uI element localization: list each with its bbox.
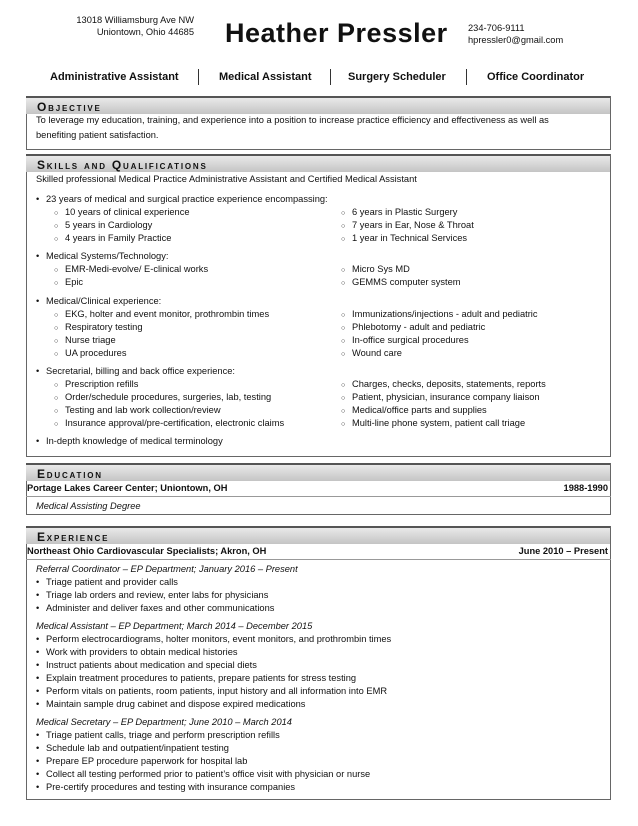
email-address: hpressler0@gmail.com: [468, 35, 564, 45]
title-surgery-scheduler: Surgery Scheduler: [348, 71, 446, 83]
role-bullet: • Collect all testing performed prior to patient’s office visit with physician or nurse: [36, 769, 371, 779]
education-heading-bar: [26, 463, 610, 481]
role-bullet: • Prepare EP procedure paperwork for hospital lab: [36, 756, 248, 766]
experience-heading: Experience: [37, 530, 110, 544]
title-divider: [198, 69, 199, 85]
experience-heading-bar: [26, 526, 610, 544]
role-bullet: • Maintain sample drug cabinet and dispose expired medications: [36, 699, 306, 709]
title-office-coordinator: Office Coordinator: [487, 71, 585, 83]
skill-item: ○ 5 years in Cardiology: [54, 220, 153, 230]
skill-item: ○ Respiratory testing: [54, 322, 143, 332]
role-title: Referral Coordinator – EP Department; January 2016 – Present: [36, 564, 298, 574]
education-degree: Medical Assisting Degree: [36, 501, 141, 511]
role-bullet: • Explain treatment procedures to patients, prepare patients for stress testing: [36, 673, 357, 683]
skill-item: ○ Multi-line phone system, patient call triage: [341, 418, 526, 428]
address-line-2: Uniontown, Ohio 44685: [96, 27, 194, 37]
divider: [26, 559, 611, 560]
skill-group-title: • Medical/Clinical experience:: [36, 296, 162, 306]
skill-group-title: • Medical Systems/Technology:: [36, 251, 169, 261]
address-line-1: 13018 Williamsburg Ave NW: [76, 15, 194, 25]
education-years: 1988-1990: [563, 483, 608, 493]
skill-item: ○ GEMMS computer system: [341, 277, 461, 287]
skill-item: ○ 10 years of clinical experience: [54, 207, 190, 217]
role-bullet: • Perform vitals on patients, room patients, input history and all information into EMR: [36, 686, 388, 696]
skill-item: ○ Prescription refills: [54, 379, 139, 389]
experience-employer: Northeast Ohio Cardiovascular Specialists; Akron, OH: [27, 546, 267, 556]
role-bullet: • Triage patient and provider calls: [36, 577, 178, 587]
skill-item: ○ EKG, holter and event monitor, prothrombin times: [54, 309, 270, 319]
candidate-name: Heather Pressler: [225, 18, 448, 48]
skill-item: ○ 4 years in Family Practice: [54, 233, 172, 243]
skill-item: ○ Patient, physician, insurance company liaison: [341, 392, 540, 402]
skill-group-title: • In-depth knowledge of medical terminology: [36, 436, 223, 446]
skill-item: ○ Epic: [54, 277, 84, 287]
phone-number: 234-706-9111: [468, 23, 525, 33]
experience-dates: June 2010 – Present: [518, 546, 608, 556]
education-heading: Education: [37, 467, 103, 481]
skill-item: ○ Immunizations/injections - adult and pediatric: [341, 309, 538, 319]
skill-item: ○ EMR-Medi-evolve/ E-clinical works: [54, 264, 209, 274]
skill-item: ○ Phlebotomy - adult and pediatric: [341, 322, 486, 332]
skills-heading: Skills and Qualifications: [37, 158, 208, 172]
role-bullet: • Instruct patients about medication and special diets: [36, 660, 257, 670]
role-bullet: • Administer and deliver faxes and other communications: [36, 603, 275, 613]
title-medical-assistant: Medical Assistant: [219, 71, 312, 83]
title-divider: [330, 69, 331, 85]
objective-text-line-1: To leverage my education, training, and experience into a position to increase practice efficiency and effectiveness as well as: [36, 115, 549, 125]
skill-item: ○ Medical/office parts and supplies: [341, 405, 487, 415]
title-divider: [466, 69, 467, 85]
role-title: Medical Secretary – EP Department; June 2010 – March 2014: [36, 717, 292, 727]
skill-item: ○ Order/schedule procedures, surgeries, lab, testing: [54, 392, 272, 402]
skills-intro: Skilled professional Medical Practice Administrative Assistant and Certified Medical Assistant: [36, 174, 417, 184]
skill-item: ○ Charges, checks, deposits, statements, reports: [341, 379, 546, 389]
skill-item: ○ 6 years in Plastic Surgery: [341, 207, 458, 217]
role-bullet: • Triage lab orders and review, enter labs for physicians: [36, 590, 269, 600]
contact-block: [468, 22, 563, 46]
objective-heading-bar: [26, 96, 610, 114]
role-bullet: • Schedule lab and outpatient/inpatient testing: [36, 743, 229, 753]
objective-heading: Objective: [37, 100, 102, 114]
skill-item: ○ Nurse triage: [54, 335, 116, 345]
skill-group-title: • 23 years of medical and surgical practice experience encompassing:: [36, 194, 328, 204]
objective-text-line-2: benefiting patient satisfaction.: [36, 130, 159, 140]
skill-item: ○ Insurance approval/pre-certification, electronic claims: [54, 418, 285, 428]
skill-item: ○ Micro Sys MD: [341, 264, 410, 274]
role-bullet: • Triage patient calls, triage and perform prescription refills: [36, 730, 280, 740]
role-bullet: • Work with providers to obtain medical histories: [36, 647, 238, 657]
role-bullet: • Pre-certify procedures and testing with insurance companies: [36, 782, 296, 792]
skill-item: ○ Testing and lab work collection/review: [54, 405, 221, 415]
role-bullet: • Perform electrocardiograms, holter monitors, event monitors, and prothrombin times: [36, 634, 392, 644]
skill-group-title: • Secretarial, billing and back office experience:: [36, 366, 235, 376]
title-administrative-assistant: Administrative Assistant: [50, 71, 179, 83]
divider: [26, 496, 611, 497]
skill-item: ○ 7 years in Ear, Nose & Throat: [341, 220, 474, 230]
skills-heading-bar: [26, 154, 610, 172]
address-block: [60, 14, 194, 38]
education-school: Portage Lakes Career Center; Uniontown, OH: [27, 483, 228, 493]
skill-item: ○ UA procedures: [54, 348, 127, 358]
skill-item: ○ 1 year in Technical Services: [341, 233, 468, 243]
role-title: Medical Assistant – EP Department; March 2014 – December 2015: [36, 621, 313, 631]
skill-item: ○ Wound care: [341, 348, 402, 358]
skill-item: ○ In-office surgical procedures: [341, 335, 469, 345]
